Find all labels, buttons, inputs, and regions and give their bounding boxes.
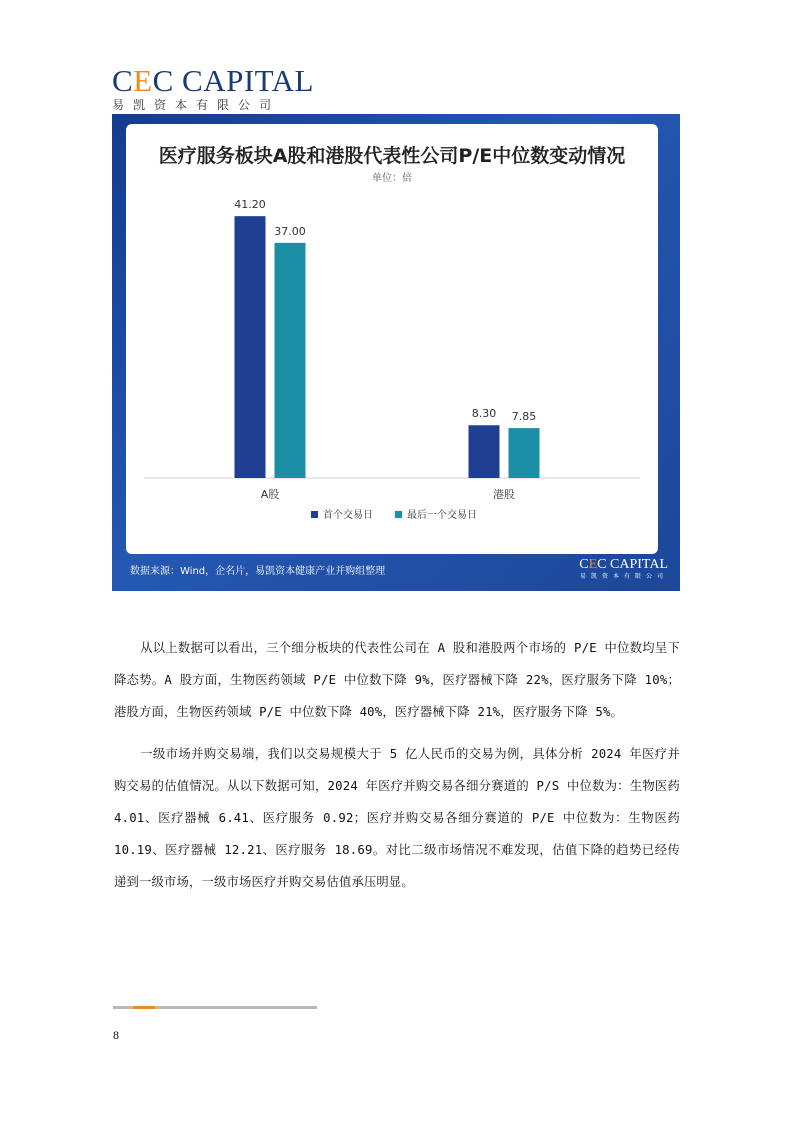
bar-value-label: 8.30 [471,407,497,421]
figure-watermark-logo: CEC CAPITAL 易凯资本有限公司 [579,557,668,580]
category-label: 港股 [493,488,515,501]
footer-rule-accent [133,1006,155,1009]
bar-0-0 [235,216,266,478]
category-label: A股 [260,488,280,501]
logo-chinese-name: 易凯资本有限公司 [112,98,281,112]
bar-value-label: 41.20 [234,198,266,212]
bar-1-1 [509,428,540,478]
bar-0-1 [275,243,306,478]
bar-1-0 [469,425,500,478]
paragraph-market-comparison: 从以上数据可以看出，三个细分板块的代表性公司在 A 股和港股两个市场的 P/E 中位数均呈下降态势。A 股方面，生物医药领域 P/E 中位数下降 9%，医疗器械下降 22%，医疗服务下降 10%；港股方面，生物医药领域 P/E 中位数下降 40%，医疗器械下降 21%，医疗服务下降 5%。 [114,641,680,719]
company-logo [112,64,314,112]
legend-swatch-0 [311,511,318,518]
chart-card [126,124,658,554]
chart-title: 医疗服务板块A股和港股代表性公司P/E中位数变动情况 [158,145,626,167]
bar-value-label: 37.00 [274,224,306,238]
logo-wordmark: CEC CAPITAL [112,63,314,98]
bar-value-label: 7.85 [511,410,537,424]
paragraph-primary-market: 一级市场并购交易端，我们以交易规模大于 5 亿人民币的交易为例，具体分析 2024 年医疗并购交易的估值情况。从以下数据可知，2024 年医疗并购交易各细分赛道的 P/S 中位数为：生物医药 4.01、医疗器械 6.41、医疗服务 0.92；医疗并购交易各细分赛道的 P/E 中位数为：生物医药 10.19、医疗器械 12.21、医疗服务 18.69。对比二级市场情况不难发现，估值下降的趋势已经传递到一级市场，一级市场医疗并购交易估值承压明显。 [114,747,680,889]
footer-rule [113,1006,317,1009]
legend-label-0: 首个交易日 [323,510,373,521]
chart-figure [112,114,680,591]
chart-unit: 单位：倍 [372,173,412,184]
legend-label-1: 最后一个交易日 [407,510,477,521]
data-source-note: 数据来源：Wind，企名片，易凯资本健康产业并购组整理 [130,566,386,577]
legend-swatch-1 [395,511,402,518]
bar-chart [126,124,658,554]
page-number: 8 [113,1028,119,1042]
